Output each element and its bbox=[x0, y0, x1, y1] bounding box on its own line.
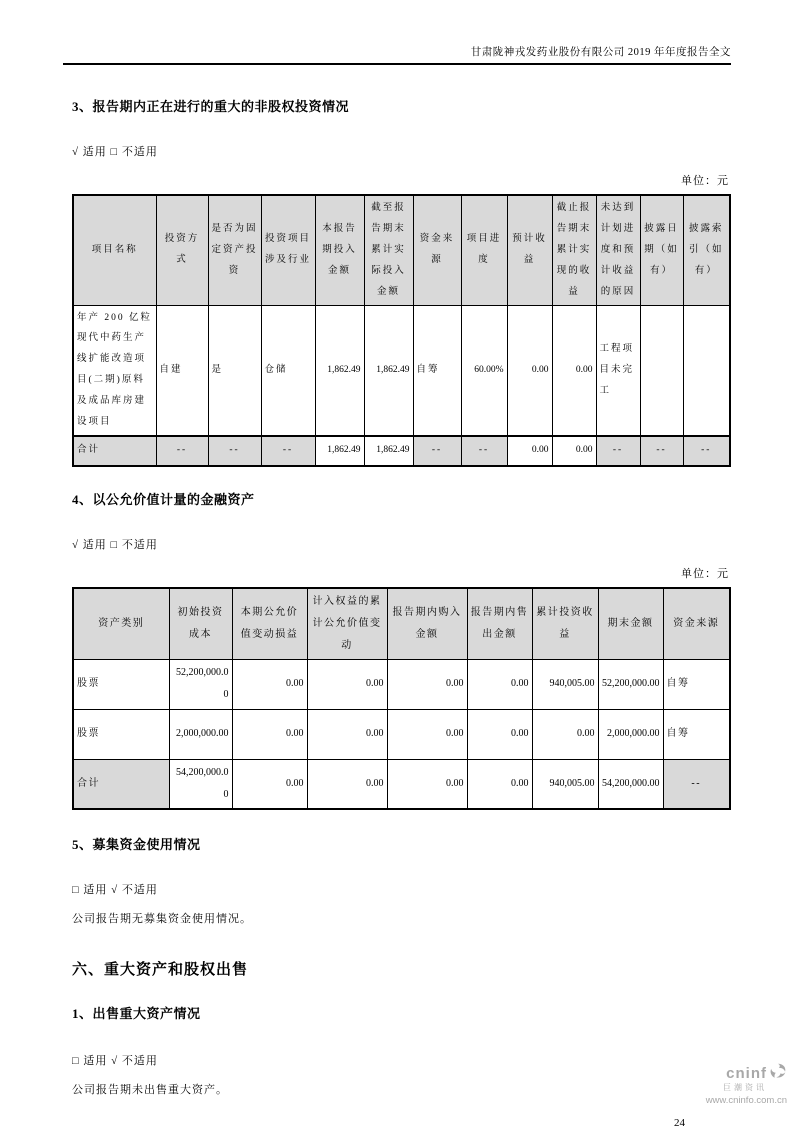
table-cell: 自筹 bbox=[663, 659, 730, 709]
table-cell: 2,000,000.00 bbox=[598, 709, 663, 759]
header-cell: 资金来源 bbox=[413, 195, 461, 305]
table-cell: 52,200,000.00 bbox=[169, 659, 232, 709]
table-cell: 0.00 bbox=[467, 659, 532, 709]
table2-header-row bbox=[73, 588, 730, 660]
cninfo-swirl-icon bbox=[769, 1062, 787, 1085]
table-cell: 0.00 bbox=[532, 709, 598, 759]
table-cell: -- bbox=[596, 436, 640, 466]
section-5-title: 5、募集资金使用情况 bbox=[72, 836, 201, 852]
total-row bbox=[73, 759, 730, 809]
table-cell: 1,862.49 bbox=[364, 305, 413, 436]
table-cell: 工程项目未完工 bbox=[596, 305, 640, 436]
table-cell: 0.00 bbox=[467, 759, 532, 809]
page-content bbox=[72, 86, 729, 1129]
table-cell: 60.00% bbox=[461, 305, 507, 436]
table-cell: 仓储 bbox=[261, 305, 315, 436]
header-cell: 项目进度 bbox=[461, 195, 507, 305]
section-3-title: 3、报告期内正在进行的重大的非股权投资情况 bbox=[72, 99, 350, 114]
table-cell: 股票 bbox=[73, 659, 169, 709]
table-cell: -- bbox=[640, 436, 683, 466]
table-cell: 0.00 bbox=[307, 759, 387, 809]
table-cell: 0.00 bbox=[387, 659, 467, 709]
chapter-6-title: 六、重大资产和股权出售 bbox=[72, 961, 249, 978]
table-cell: -- bbox=[663, 759, 730, 809]
header-cell: 截至报告期末累计实际投入金额 bbox=[364, 195, 413, 305]
table-cell: 54,200,000.00 bbox=[598, 759, 663, 809]
total-row bbox=[73, 436, 730, 466]
table-cell: 0.00 bbox=[387, 709, 467, 759]
header-cell: 预计收益 bbox=[507, 195, 552, 305]
table-cell: 0.00 bbox=[232, 659, 307, 709]
table-cell: 1,862.49 bbox=[315, 436, 364, 466]
cninfo-brand-text: cninf bbox=[726, 1065, 767, 1082]
table-cell: -- bbox=[208, 436, 261, 466]
section-6-1-applicability: □ 适用 √ 不适用 bbox=[72, 1054, 158, 1067]
table-cell: 合计 bbox=[73, 759, 169, 809]
table-cell: 0.00 bbox=[552, 305, 596, 436]
section-5-applicability: □ 适用 √ 不适用 bbox=[72, 883, 158, 896]
table-cell: -- bbox=[413, 436, 461, 466]
report-title: 甘肃陇神戎发药业股份有限公司 2019 年年度报告全文 bbox=[470, 47, 731, 58]
table-cell: -- bbox=[261, 436, 315, 466]
table-cell: 是 bbox=[208, 305, 261, 436]
table-cell: -- bbox=[683, 436, 730, 466]
table-cell: 0.00 bbox=[307, 709, 387, 759]
table-cell bbox=[640, 305, 683, 436]
header-cell: 报告期内售出金额 bbox=[467, 588, 532, 660]
table-cell: 股票 bbox=[73, 709, 169, 759]
cninfo-url: www.cninfo.com.cn bbox=[705, 1095, 787, 1106]
table-cell: 0.00 bbox=[232, 709, 307, 759]
section-3-applicability: √ 适用 □ 不适用 bbox=[72, 146, 158, 158]
table-cell: 0.00 bbox=[307, 659, 387, 709]
table-row bbox=[73, 709, 730, 759]
table-cell: 0.00 bbox=[232, 759, 307, 809]
table-cell: 940,005.00 bbox=[532, 759, 598, 809]
header-cell: 本报告期投入金额 bbox=[315, 195, 364, 305]
header-cell: 初始投资成本 bbox=[169, 588, 232, 660]
table-cell: 0.00 bbox=[467, 709, 532, 759]
table-cell: -- bbox=[461, 436, 507, 466]
table1-header-row bbox=[73, 195, 730, 305]
table-cell: 0.00 bbox=[507, 305, 552, 436]
table-cell: 1,862.49 bbox=[364, 436, 413, 466]
header-cell: 本期公允价值变动损益 bbox=[232, 588, 307, 660]
table-cell: 2,000,000.00 bbox=[169, 709, 232, 759]
section-6-1-title: 1、出售重大资产情况 bbox=[72, 1005, 201, 1021]
table-cell: 0.00 bbox=[552, 436, 596, 466]
section-5-note: 公司报告期无募集资金使用情况。 bbox=[72, 912, 252, 925]
unit-label-table1: 单位：元 bbox=[681, 175, 729, 187]
table-cell: 自筹 bbox=[413, 305, 461, 436]
header-cell: 计入权益的累计公允价值变动 bbox=[307, 588, 387, 660]
table-cell: 年产 200 亿粒现代中药生产线扩能改造项目(二期)原料及成品库房建设项目 bbox=[73, 305, 156, 436]
section-4-title: 4、以公允价值计量的金融资产 bbox=[72, 491, 255, 507]
header-cell: 披露索引（如有） bbox=[683, 195, 730, 305]
table-cell: 自建 bbox=[156, 305, 208, 436]
header-cell: 资产类别 bbox=[73, 588, 169, 660]
table-row bbox=[73, 659, 730, 709]
page-number: 24 bbox=[674, 1116, 685, 1129]
table-cell: 自筹 bbox=[663, 709, 730, 759]
header-cell: 截止报告期末累计实现的收益 bbox=[552, 195, 596, 305]
unit-label-table2: 单位：元 bbox=[681, 567, 729, 580]
section-6-1-note: 公司报告期未出售重大资产。 bbox=[72, 1083, 228, 1096]
fair-value-financial-assets-table bbox=[72, 587, 731, 810]
table-cell: 0.00 bbox=[387, 759, 467, 809]
page-header bbox=[63, 44, 731, 65]
header-cell: 投资项目涉及行业 bbox=[261, 195, 315, 305]
table-cell: 52,200,000.00 bbox=[598, 659, 663, 709]
table-cell: 合计 bbox=[73, 436, 156, 466]
header-cell: 期末金额 bbox=[598, 588, 663, 660]
header-cell: 资金来源 bbox=[663, 588, 730, 660]
section-4-applicability: √ 适用 □ 不适用 bbox=[72, 538, 158, 551]
header-cell: 未达到计划进度和预计收益的原因 bbox=[596, 195, 640, 305]
table-cell: -- bbox=[156, 436, 208, 466]
table-cell: 54,200,000.00 bbox=[169, 759, 232, 809]
table-cell: 940,005.00 bbox=[532, 659, 598, 709]
header-cell: 累计投资收益 bbox=[532, 588, 598, 660]
header-cell: 投资方式 bbox=[156, 195, 208, 305]
table-cell: 1,862.49 bbox=[315, 305, 364, 436]
header-cell: 是否为固定资产投资 bbox=[208, 195, 261, 305]
non-equity-investment-table bbox=[72, 194, 731, 467]
cninfo-caption: 巨潮资讯 bbox=[723, 1083, 767, 1092]
table-row bbox=[73, 305, 730, 436]
header-cell: 项目名称 bbox=[73, 195, 156, 305]
header-cell: 披露日期（如有） bbox=[640, 195, 683, 305]
header-cell: 报告期内购入金额 bbox=[387, 588, 467, 660]
cninfo-logo bbox=[706, 1062, 787, 1106]
table-cell bbox=[683, 305, 730, 436]
table-cell: 0.00 bbox=[507, 436, 552, 466]
